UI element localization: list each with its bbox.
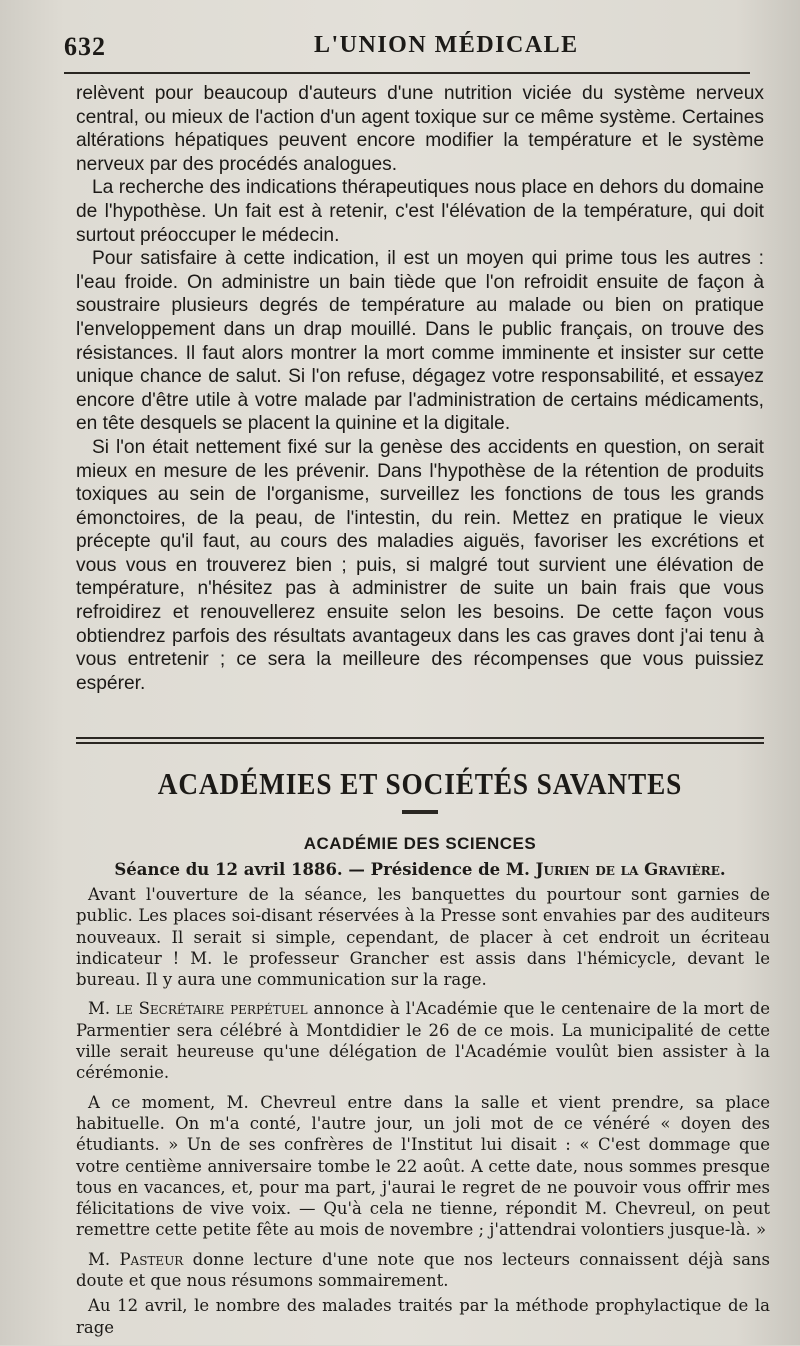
session-president: Jurien de la Gravière: [535, 860, 720, 879]
academy-report: [76, 884, 770, 1346]
paragraph: relèvent pour beaucoup d'auteurs d'une nutrition viciée du système nerveux central, ou mieux de l'action d'un agent toxique sur ce même système. Certaines altérations hépatiques peuvent encore modifier la température et le système nerveux par des procédés analogues.: [76, 83, 764, 175]
journal-title: L'UNION MÉDICALE: [314, 32, 579, 58]
report-paragraph: Avant l'ouverture de la séance, les banquettes du pourtour sont garnies de public. Les places soi-disant réservées à la Presse sont envahies par des auditeurs nouveaux. Il serait si simple, cependant, de placer à cet endroit un écriteau indicateur ! M. le professeur Grancher est assis dans l'hémicycle, devant le bureau. Il y aura une communication sur la rage.: [76, 885, 770, 990]
paragraph: Si l'on était nettement fixé sur la genèse des accidents en question, on serait mieux en mesure de les prévenir. Dans l'hypothèse de la rétention de produits toxiques au sein de l'organisme, surveillez les fonctions de tous les grands émonctoires, de la peau, de l'intestin, du rein. Mettez en pratique le vieux précepte qu'il faut, au cours des maladies aiguës, favoriser les excrétions et vous vous en trouverez bien ; puis, si malgré tout survient une élévation de température, n'hésitez pas à administrer de suite un bain frais que vous refroidirez et renouvellerez ensuite selon les besoins. De cette façon vous obtiendrez parfois des résultats avantageux dans les cas graves dont j'ai tenu à vous entretenir ; ce sera la meilleure des récompenses que vous puissiez espérer.: [76, 436, 764, 694]
speaker: M. le Secrétaire perpétuel: [88, 999, 308, 1019]
report-paragraph: A ce moment, M. Chevreul entre dans la salle et vient prendre, sa place habituelle. On m'a conté, l'autre jour, un joli mot de ce vénéré « doyen des étudiants. » Un de ses confrères de l'Institut lui disait : « C'est dommage que votre centième anniversaire tombe le 22 août. A cette date, nous sommes presque tous en vacances, et, pour ma part, j'aurai le regret de ne pouvoir vous offrir mes félicitations de vive voix. — Qu'à cela ne tienne, répondit M. Chevreul, on peut remettre cette petite fête au mois de novembre ; j'attendrai volontiers jusque-là. »: [76, 1092, 770, 1240]
section-divider: [76, 737, 764, 744]
running-head: [64, 30, 760, 64]
header-rule: [64, 72, 750, 74]
session-prefix: Séance du 12 avril 1886. — Présidence de M.: [114, 860, 536, 879]
paragraph: Pour satisfaire à cette indication, il est un moyen qui prime tous les autres : l'eau froide. On administre un bain tiède que l'on refroidit ensuite de façon à soustraire plusieurs degrés de température au malade ou bien on pratique l'enveloppement dans un drap mouillé. Dans le public français, on trouve des résistances. Il faut alors montrer la mort comme imminente et insister sur cette unique chance de salut. Si l'on refuse, dégagez votre responsabilité, et essayez encore d'être utile à votre malade par l'administration de certains médicaments, en tête desquels se placent la quinine et la digitale.: [76, 248, 764, 435]
title-underline: [402, 810, 438, 814]
paragraph: La recherche des indications thérapeutiques nous place en dehors du domaine de l'hypothèse. Un fait est à retenir, c'est l'élévation de la température, qui doit surtout préoccuper le médecin.: [76, 177, 764, 246]
page-number: 632: [64, 32, 106, 61]
section-title: ACADÉMIES ET SOCIÉTÉS SAVANTES: [157, 766, 683, 801]
report-paragraph: M. Pasteur donne lecture d'une note que nos lecteurs connaissent déjà sans doute et que nous résumons sommairement.: [76, 1249, 771, 1291]
speaker: M. Pasteur: [88, 1249, 184, 1269]
session-suffix: .: [719, 860, 726, 879]
session-line: [76, 860, 764, 879]
report-paragraph: Au 12 avril, le nombre des malades traités par la méthode prophylactique de la rage: [76, 1296, 770, 1337]
report-paragraph: M. le Secrétaire perpétuel annonce à l'Académie que le centenaire de la mort de Parmentier sera célébré à Montdidier le 26 de ce mois. La municipalité de cette ville serait heureuse qu'une délégation de l'Académie voulût bien assister à la cérémonie.: [76, 999, 770, 1083]
article-body: [76, 82, 764, 695]
academy-heading: ACADÉMIE DES SCIENCES: [303, 834, 537, 853]
